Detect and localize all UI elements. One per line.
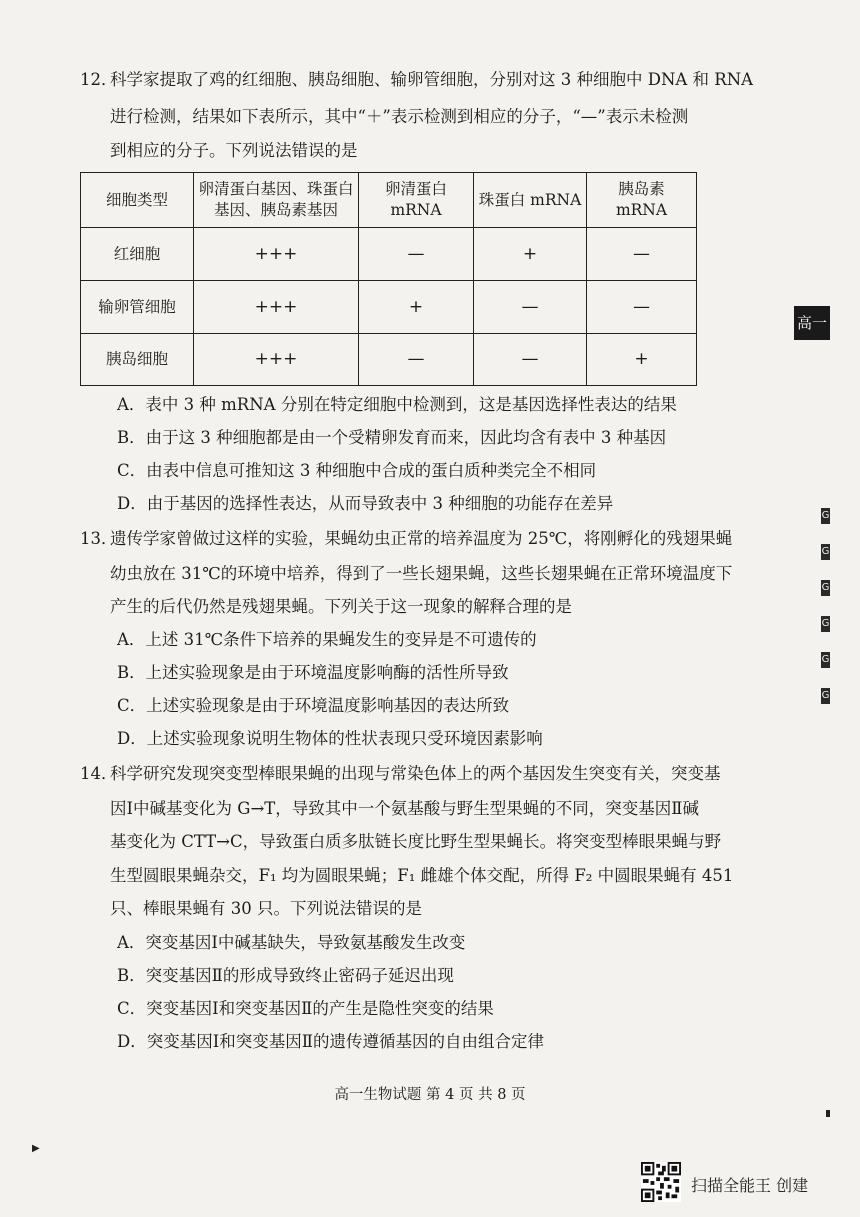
q13-option-c: C．上述实验现象是由于环境温度影响基因的表达所致 [117,696,510,715]
row-value: +++ [194,281,359,334]
row-value: — [474,281,587,334]
grade-side-tab: 高一 [794,306,830,340]
q14-stem-line-3: 基变化为 CTT→C，导致蛋白质多肽链长度比野生型果蝇长。将突变型棒眼果蝇与野 [110,832,722,851]
row-value: — [587,281,697,334]
edge-marker: G [821,508,830,524]
header-ovalbumin-mrna: 卵清蛋白 mRNA [359,173,474,228]
q12-option-a: A．表中 3 种 mRNA 分别在特定细胞中检测到，这是基因选择性表达的结果 [117,395,677,414]
q14-option-d: D．突变基因Ⅰ和突变基因Ⅱ的遗传遵循基因的自由组合定律 [117,1032,544,1051]
row-cell-name: 红细胞 [81,228,194,281]
row-value: +++ [194,334,359,386]
q13-stem-line-3: 产生的后代仍然是残翅果蝇。下列关于这一现象的解释合理的是 [110,597,572,616]
edge-marker: G [821,616,830,632]
row-value: + [587,334,697,386]
row-value: — [359,334,474,386]
q14-stem-line-5: 只、棒眼果蝇有 30 只。下列说法错误的是 [110,899,422,918]
q14-stem-line-2: 因Ⅰ中碱基变化为 G→T，导致其中一个氨基酸与野生型果蝇的不同，突变基因Ⅱ碱 [110,799,699,818]
q14-stem-line-1: 科学研究发现突变型棒眼果蝇的出现与常染色体上的两个基因发生突变有关，突变基 [110,764,721,783]
q12-number: 12． [80,70,118,89]
table-row [81,334,697,386]
table-header-row [81,173,697,228]
q13-number: 13． [80,529,118,548]
table-row [81,228,697,281]
q12-stem-line-2: 进行检测，结果如下表所示，其中“＋”表示检测到相应的分子，“—”表示未检测 [110,107,689,126]
edge-marker: G [821,652,830,668]
row-value: — [587,228,697,281]
edge-marker: G [821,580,830,596]
q12-option-d: D．由于基因的选择性表达，从而导致表中 3 种细胞的功能存在差异 [117,494,614,513]
q13-stem-line-1: 遗传学家曾做过这样的实验，果蝇幼虫正常的培养温度为 25℃，将刚孵化的残翅果蝇 [110,529,733,548]
q13-option-d: D．上述实验现象说明生物体的性状表现只受环境因素影响 [117,729,543,748]
row-cell-name: 输卵管细胞 [81,281,194,334]
scanner-watermark [641,1160,846,1204]
header-insulin-mrna: 胰岛素 mRNA [587,173,697,228]
scanner-label: 扫描全能王 创建 [691,1176,809,1195]
row-cell-name: 胰岛细胞 [81,334,194,386]
row-value: + [359,281,474,334]
row-value: — [359,228,474,281]
q14-stem-line-4: 生型圆眼果蝇杂交，F₁ 均为圆眼果蝇；F₁ 雌雄个体交配，所得 F₂ 中圆眼果蝇有 451 [110,866,734,885]
row-value: + [474,228,587,281]
row-value: — [474,334,587,386]
arrow-icon: ▶ [32,1143,40,1154]
q12-stem-line-3: 到相应的分子。下列说法错误的是 [110,141,358,160]
row-value: +++ [194,228,359,281]
q13-option-a: A．上述 31℃条件下培养的果蝇发生的变异是不可遗传的 [117,630,537,649]
q13-stem-line-2: 幼虫放在 31℃的环境中培养，得到了一些长翅果蝇，这些长翅果蝇在正常环境温度下 [110,564,733,583]
header-globin-mrna: 珠蛋白 mRNA [474,173,587,228]
page-footer: 高一生物试题 第 4 页 共 8 页 [334,1087,526,1103]
q12-option-c: C．由表中信息可推知这 3 种细胞中合成的蛋白质种类完全不相同 [117,461,597,480]
q14-option-b: B．突变基因Ⅱ的形成导致终止密码子延迟出现 [117,966,454,985]
edge-dot [826,1110,830,1117]
q14-option-a: A．突变基因Ⅰ中碱基缺失，导致氨基酸发生改变 [117,933,466,952]
header-cell-type: 细胞类型 [81,173,194,228]
header-genes: 卵清蛋白基因、珠蛋白基因、胰岛素基因 [194,173,359,228]
q12-option-b: B．由于这 3 种细胞都是由一个受精卵发育而来，因此均含有表中 3 种基因 [117,428,667,447]
table-row [81,281,697,334]
q14-number: 14． [80,764,118,783]
q14-option-c: C．突变基因Ⅰ和突变基因Ⅱ的产生是隐性突变的结果 [117,999,494,1018]
q12-stem-line-1: 科学家提取了鸡的红细胞、胰岛细胞、输卵管细胞，分别对这 3 种细胞中 DNA 和 RNA [110,70,754,89]
q13-option-b: B．上述实验现象是由于环境温度影响酶的活性所导致 [117,663,509,682]
gene-expression-table [80,172,697,386]
edge-marker: G [821,688,830,704]
edge-marker: G [821,544,830,560]
qr-code-icon [641,1162,681,1202]
